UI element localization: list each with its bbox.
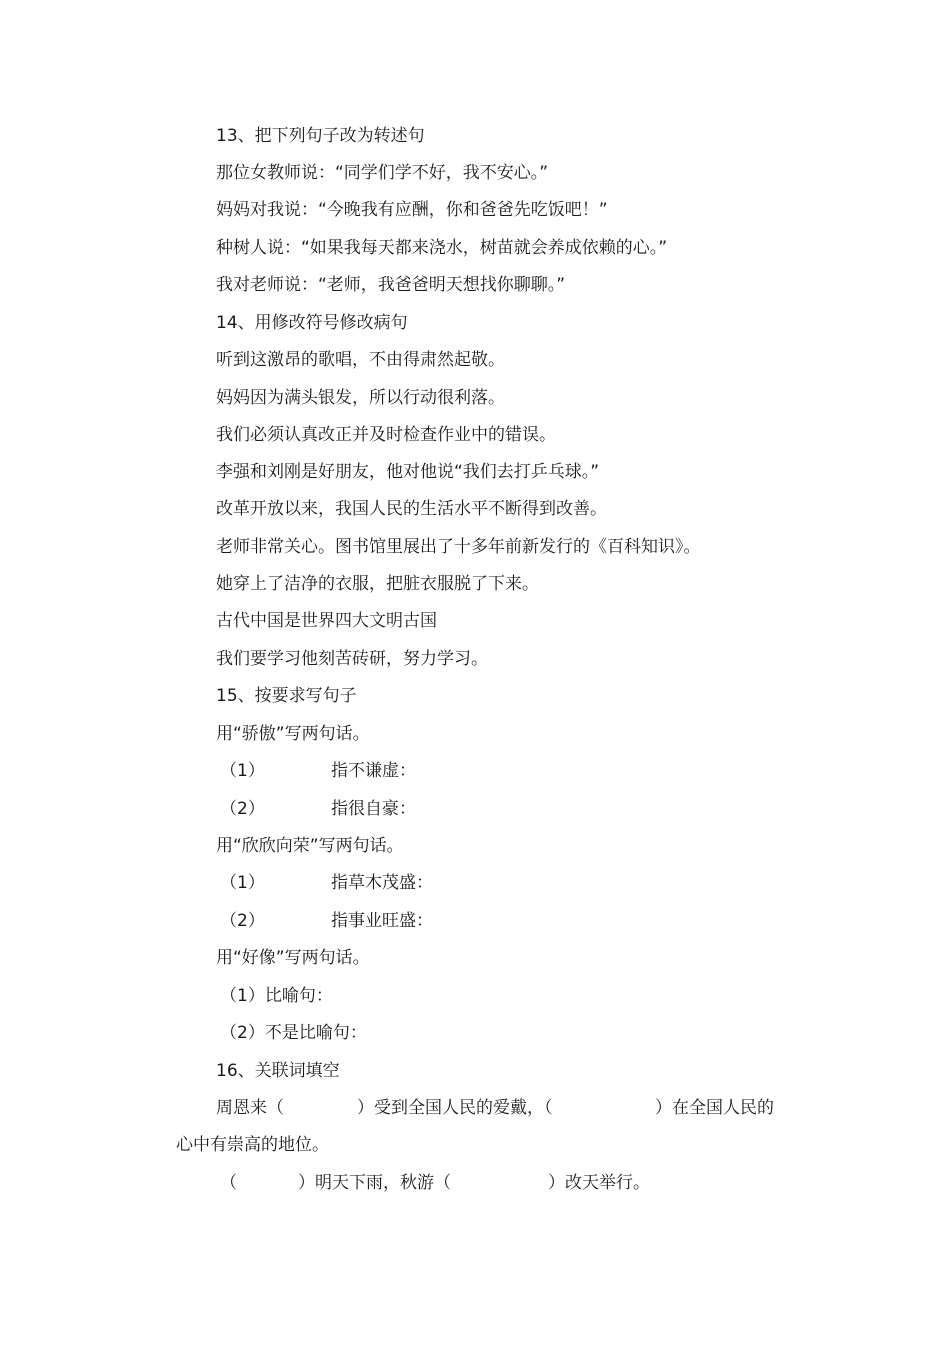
q16-sentence-1-part-d: 心中有崇高的地位。 xyxy=(176,1135,329,1155)
q15-prompt-2: 用“欣欣向荣”写两句话。 xyxy=(216,836,404,856)
q15-3-simile: （1）比喻句： xyxy=(220,986,333,1006)
q15-prompt-1: 用“骄傲”写两句话。 xyxy=(216,724,370,744)
question-15-title: 15、按要求写句子 xyxy=(216,686,357,706)
question-14-title: 14、用修改符号修改病句 xyxy=(216,313,408,333)
q14-sentence-2: 妈妈因为满头银发，所以行动很利落。 xyxy=(216,388,505,408)
q16-sentence-1-part-a: 周恩来（ xyxy=(216,1098,284,1118)
q15-1-number-1: （1） xyxy=(220,761,265,781)
q14-sentence-6: 老师非常关心。图书馆里展出了十多年前新发行的《百科知识》。 xyxy=(216,537,701,557)
q13-sentence-2: 妈妈对我说：“今晚我有应酬，你和爸爸先吃饭吧！” xyxy=(216,200,608,220)
q16-sentence-2-part-b: ）明天下雨，秋游（ xyxy=(298,1173,451,1193)
q14-sentence-9: 我们要学习他刻苦砖研，努力学习。 xyxy=(216,649,488,669)
q15-2-label-1: 指草木茂盛： xyxy=(331,873,433,893)
q14-sentence-3: 我们必须认真改正并及时检查作业中的错误。 xyxy=(216,425,556,445)
q15-2-number-2: （2） xyxy=(220,911,265,931)
q15-2-label-2: 指事业旺盛： xyxy=(331,911,433,931)
q13-sentence-4: 我对老师说：“老师，我爸爸明天想找你聊聊。” xyxy=(216,275,566,295)
q15-1-label-2: 指很自豪： xyxy=(331,799,416,819)
q16-sentence-1-part-c: ）在全国人民的 xyxy=(655,1098,774,1118)
q14-sentence-5: 改革开放以来，我国人民的生活水平不断得到改善。 xyxy=(216,499,607,519)
q15-2-number-1: （1） xyxy=(220,873,265,893)
q13-sentence-3: 种树人说：“如果我每天都来浇水，树苗就会养成依赖的心。” xyxy=(216,238,668,258)
question-13-title: 13、把下列句子改为转述句 xyxy=(216,126,425,146)
q16-sentence-2-part-a: （ xyxy=(220,1173,237,1193)
question-16-title: 16、关联词填空 xyxy=(216,1061,340,1081)
q16-sentence-2-part-c: ）改天举行。 xyxy=(548,1173,650,1193)
q15-3-not-simile: （2）不是比喻句： xyxy=(220,1023,367,1043)
q16-sentence-1-part-b: ）受到全国人民的爱戴，（ xyxy=(357,1098,553,1118)
q14-sentence-4: 李强和刘刚是好朋友，他对他说“我们去打乒乓球。” xyxy=(216,462,600,482)
q15-1-label-1: 指不谦虚： xyxy=(331,761,416,781)
q13-sentence-1: 那位女教师说：“同学们学不好，我不安心。” xyxy=(216,163,549,183)
q15-1-number-2: （2） xyxy=(220,799,265,819)
q15-prompt-3: 用“好像”写两句话。 xyxy=(216,948,370,968)
q14-sentence-7: 她穿上了洁净的衣服，把脏衣服脱了下来。 xyxy=(216,574,539,594)
q14-sentence-1: 听到这激昂的歌唱，不由得肃然起敬。 xyxy=(216,350,505,370)
q14-sentence-8: 古代中国是世界四大文明古国 xyxy=(216,611,437,631)
